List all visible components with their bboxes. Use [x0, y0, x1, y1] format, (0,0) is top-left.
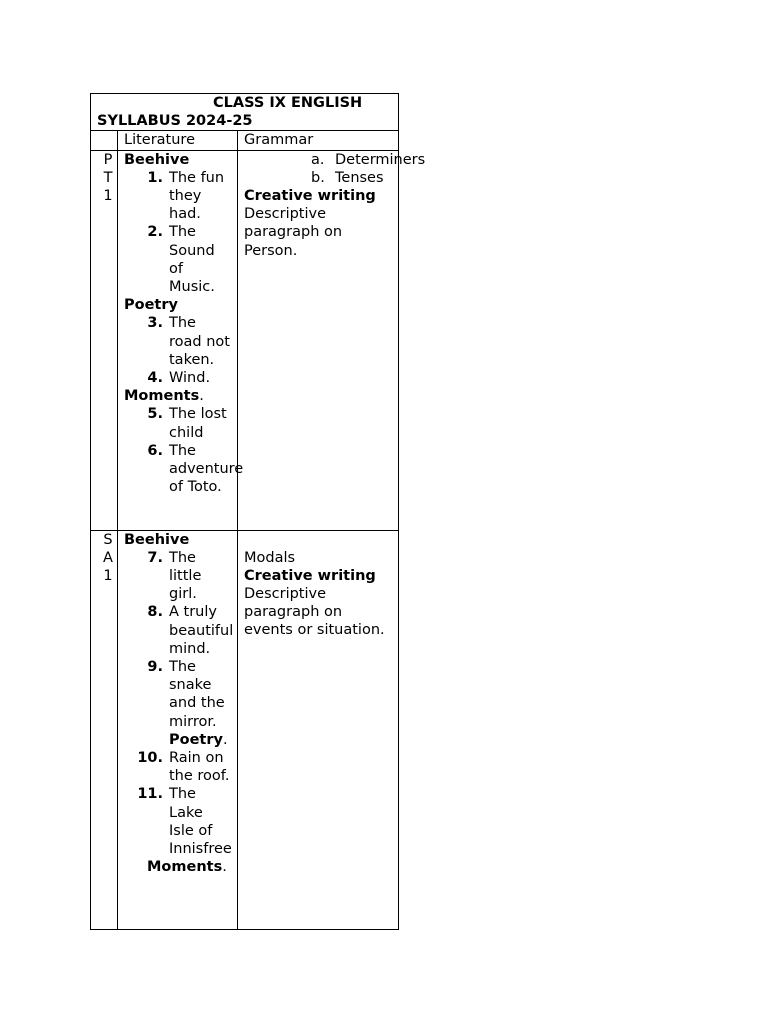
- grammar-cell: [238, 530, 399, 929]
- item-number: a.: [311, 151, 325, 168]
- item-text: Wind.: [169, 370, 211, 387]
- poetry-heading-line: Poetry.: [169, 731, 228, 748]
- moments-heading-line: Moments.: [147, 859, 227, 876]
- title-line-1: CLASS IX ENGLISH: [213, 95, 363, 111]
- item-number: 5.: [147, 406, 163, 423]
- header-row: [91, 131, 399, 150]
- beehive-heading: Beehive: [124, 531, 190, 548]
- item-text: The road not taken.: [169, 315, 230, 368]
- moments-list: [124, 405, 244, 496]
- list-item: [124, 603, 232, 658]
- list-item: [124, 223, 232, 296]
- header-literature: Literature: [118, 131, 238, 150]
- title-row: [91, 94, 399, 131]
- literature-cell: [118, 530, 238, 929]
- item-number: b.: [311, 169, 325, 186]
- header-term: [91, 131, 118, 150]
- literature-cell: [118, 150, 244, 530]
- beehive-list: [124, 169, 232, 296]
- table-row-sa1: [91, 530, 399, 929]
- item-text: Determiners: [335, 151, 426, 168]
- moments-heading: Moments: [124, 388, 200, 405]
- list-item: [124, 549, 232, 604]
- table-title: [91, 94, 399, 131]
- modals-text: Modals: [244, 549, 296, 566]
- item-number: 4.: [147, 370, 163, 387]
- list-item: [124, 658, 232, 731]
- item-text: Tenses: [335, 169, 384, 186]
- item-text: The little girl.: [169, 549, 202, 603]
- term-cell: [91, 530, 118, 929]
- item-number: 6.: [147, 442, 163, 459]
- header-grammar: Grammar: [238, 131, 399, 150]
- list-item: [124, 369, 232, 387]
- poetry-list: [124, 749, 232, 858]
- item-text: The fun they had.: [169, 169, 225, 223]
- item-number: 10.: [137, 750, 163, 767]
- item-number: 9.: [147, 659, 163, 676]
- item-number: 11.: [137, 786, 163, 803]
- item-text: The lost child: [169, 406, 227, 441]
- item-number: 1.: [147, 169, 163, 186]
- poetry-heading: Poetry: [124, 297, 178, 314]
- list-item: [124, 405, 232, 441]
- grammar-cell: [238, 150, 426, 530]
- beehive-list: [124, 549, 232, 731]
- term-label: PT1: [103, 151, 113, 205]
- list-item: [124, 749, 232, 785]
- list-item: [124, 314, 232, 369]
- term-cell: [91, 150, 118, 530]
- moments-heading: Moments: [147, 859, 223, 876]
- spacer: [244, 531, 393, 549]
- item-text: Rain on the roof.: [169, 750, 230, 785]
- item-text: The snake and the mirror.: [169, 659, 225, 730]
- list-item: [244, 151, 426, 169]
- item-number: 8.: [147, 604, 163, 621]
- item-text: The Lake Isle of Innisfree: [169, 786, 232, 858]
- list-item: [244, 169, 393, 187]
- item-text: The adventure of Toto.: [169, 442, 244, 496]
- creative-writing-text: Descriptive paragraph on events or situation.: [244, 586, 385, 639]
- table-row-pt1: [91, 150, 399, 530]
- list-item: [124, 785, 232, 858]
- item-number: 2.: [147, 224, 163, 241]
- list-item: [124, 169, 232, 224]
- beehive-heading: Beehive: [124, 151, 190, 168]
- grammar-list: [244, 151, 426, 187]
- creative-writing-heading: Creative writing: [244, 567, 376, 584]
- moments-heading-line: Moments.: [124, 388, 204, 405]
- item-text: A truly beautiful mind.: [169, 604, 234, 657]
- item-number: 3.: [147, 315, 163, 332]
- term-label: SA1: [103, 531, 113, 585]
- creative-writing-heading: Creative writing: [244, 188, 376, 205]
- poetry-heading: Poetry: [169, 731, 223, 748]
- poetry-list: [124, 314, 232, 387]
- creative-writing-text: Descriptive paragraph on Person.: [244, 206, 343, 259]
- list-item: [124, 442, 244, 497]
- title-line-2: SYLLABUS 2024-25: [97, 113, 253, 130]
- syllabus-table: [90, 93, 426, 930]
- item-text: The Sound of Music.: [169, 224, 215, 296]
- item-number: 7.: [147, 549, 163, 566]
